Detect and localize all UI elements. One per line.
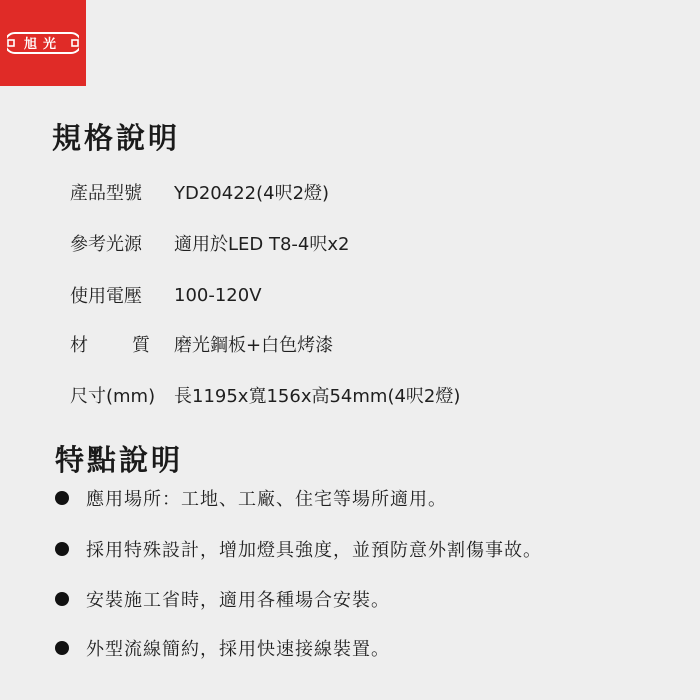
spec-value: 適用於LED T8-4呎x2 [174, 234, 350, 255]
spec-label: 尺寸(mm) [70, 386, 156, 407]
spec-row-material [70, 329, 333, 359]
filled-circle-icon [55, 641, 69, 655]
spec-label: 參考光源 [70, 234, 142, 255]
features-section-title: 特點說明 [55, 443, 184, 477]
spec-value: 長1195x寬156x高54mm(4呎2燈) [174, 386, 461, 407]
spec-label: 產品型號 [70, 183, 142, 204]
filled-circle-icon [55, 542, 69, 556]
feature-item [55, 483, 447, 513]
brand-logo-block [0, 0, 86, 86]
feature-item [55, 633, 390, 663]
feature-item [55, 534, 542, 564]
spec-row-light-source [70, 228, 349, 258]
spec-row-model [70, 177, 329, 207]
logo-badge-icon [7, 30, 79, 56]
feature-text: 採用特殊設計，增加燈具強度，並預防意外割傷事故。 [86, 540, 542, 561]
filled-circle-icon [55, 491, 69, 505]
spec-value: 磨光鋼板+白色烤漆 [174, 335, 334, 356]
feature-item [55, 584, 390, 614]
filled-circle-icon [55, 592, 69, 606]
spec-label: 使用電壓 [70, 286, 142, 307]
spec-row-voltage [70, 280, 262, 310]
spec-value: YD20422(4呎2燈) [174, 183, 330, 204]
spec-row-dimensions [70, 380, 460, 410]
feature-text: 應用場所：工地、工廠、住宅等場所適用。 [86, 489, 447, 510]
spec-label-char: 材 [70, 335, 88, 356]
brand-logo [7, 30, 79, 56]
feature-text: 外型流線簡約，採用快速接線裝置。 [86, 639, 390, 660]
spec-section-title: 規格說明 [52, 121, 181, 155]
spec-label-char: 質 [132, 335, 150, 356]
feature-text: 安裝施工省時，適用各種場合安裝。 [86, 590, 390, 611]
logo-text: 旭光 [23, 37, 63, 52]
spec-value: 100-120V [174, 284, 262, 306]
spec-label [70, 331, 150, 357]
